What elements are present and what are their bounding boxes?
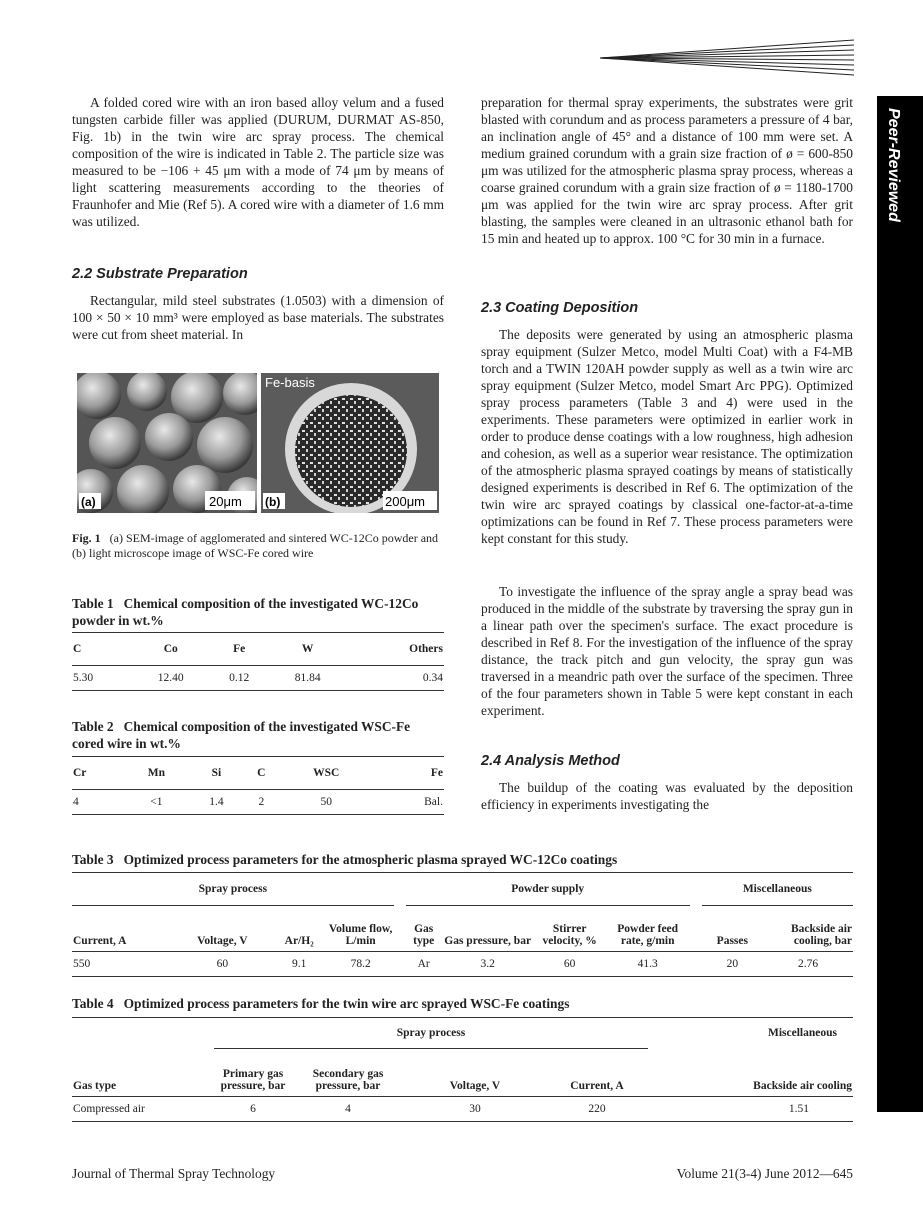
figure-1-caption: [72, 531, 444, 561]
table-cell: 3.2: [480, 958, 495, 970]
figure-1b-annotation: Fe-basis: [265, 375, 315, 390]
figure-1b-label: (b): [265, 495, 281, 509]
table-header: Primary gas pressure, bar: [220, 1067, 286, 1092]
table-header: Co: [163, 643, 178, 655]
table-1-caption-text: Chemical composition of the investigated WC-12Co powder in wt.%: [72, 596, 419, 628]
table-header: Si: [211, 767, 222, 779]
table-cell: 5.30: [73, 672, 94, 684]
table-header: C: [257, 767, 266, 779]
table-cell: 9.1: [291, 958, 307, 970]
table-cell: 60: [563, 958, 576, 970]
table-header: C: [73, 643, 82, 655]
table-header: Backside air cooling: [753, 1079, 852, 1092]
figure-1-caption-text: (a) SEM-image of agglomerated and sintered WC-12Co powder and (b) light microscope image of WSC-Fe cored wire: [72, 531, 439, 560]
table-header: W: [301, 643, 314, 655]
table-header: Gas pressure, bar: [444, 935, 532, 947]
table-3-caption-text: Optimized process parameters for the atmospheric plasma sprayed WC-12Co coatings: [123, 852, 618, 867]
table-group-header: Spray process: [72, 873, 394, 906]
table-4-caption-label: Table 4: [72, 996, 114, 1011]
section-2-4-heading: 2.4 Analysis Method: [481, 753, 620, 769]
table-header: Voltage, V: [197, 935, 248, 947]
section-2-2-heading: 2.2 Substrate Preparation: [72, 266, 248, 282]
table-cell: 1.4: [209, 796, 224, 808]
table-header: Voltage, V: [449, 1079, 501, 1092]
table-cell: 0.12: [229, 672, 250, 684]
table-cell: <1: [150, 796, 163, 808]
table-cell: Compressed air: [73, 1102, 145, 1115]
table-group-header: Miscellaneous: [702, 873, 853, 906]
table-header: Gas type: [413, 923, 435, 947]
figure-1-image-a: [77, 373, 257, 513]
table-row: [72, 666, 444, 691]
table-cell: 220: [588, 1102, 606, 1115]
table-cell: 20: [726, 958, 739, 970]
table-header: Passes: [716, 935, 748, 947]
table-cell: 0.34: [422, 672, 443, 684]
table-2-caption: [72, 718, 444, 752]
table-header: Others: [409, 643, 443, 655]
figure-1: [77, 373, 439, 513]
col2-paragraph-3: To investigate the influence of the spray angle a spray bead was produced in the middle of the substrate by traversing the spray gun in a linear path over the specimen's surface. The exact procedure is described in Ref 8. For the investigation of the influence of the spray distance, the track pitch and gun velocity, the spray gun was traversed in a meandric path over the surface of the specimen. Three of the four parameters shown in Table 5 were kept constant in each experiment.: [481, 584, 853, 718]
table-group-header: Miscellaneous: [768, 1027, 837, 1040]
table-2-caption-label: Table 2: [72, 719, 114, 734]
table-4: [72, 1017, 853, 1122]
table-1-caption-label: Table 1: [72, 596, 114, 611]
figure-1b-scale: 200μm: [385, 494, 426, 509]
table-group-header: Spray process: [214, 1018, 648, 1049]
figure-1a-label: (a): [81, 495, 96, 509]
sidebar-label: Peer-Reviewed: [885, 108, 902, 222]
table-row: [72, 952, 853, 977]
table-3: [72, 872, 853, 977]
table-cell: 1.51: [788, 1102, 809, 1115]
table-row: [72, 790, 444, 815]
table-cell: 78.2: [350, 958, 371, 970]
table-cell: 4: [73, 796, 79, 808]
col1-paragraph-2: Rectangular, mild steel substrates (1.0503) with a dimension of 100 × 50 × 10 mm³ were employed as base materials. The substrates were cut from sheet material. In: [72, 293, 444, 342]
table-group-header: Powder supply: [406, 873, 690, 906]
table-1: [72, 632, 444, 691]
table-cell: 6: [250, 1102, 256, 1115]
figure-1-image-b: [261, 373, 439, 513]
table-4-caption-text: Optimized process parameters for the twin wire arc sprayed WSC-Fe coatings: [123, 996, 570, 1011]
table-header: Powder feed rate, g/min: [617, 923, 679, 947]
col1-paragraph-1: A folded cored wire with an iron based alloy velum and a fused tungsten carbide filler was applied (DURUM, DURMAT AS-850, Fig. 1b) in the twin wire arc spray process. The chemical composition of the wire is indicated in Table 2. The particle size was measured to be −106 + 45 μm with a mode of 74 μm by means of light scattering measurements according to the theories of Fraunhofer and Mie (Ref 5). A cored wire with a diameter of 1.6 mm was utilized.: [72, 95, 444, 229]
section-2-3-heading: 2.3 Coating Deposition: [481, 300, 639, 316]
table-header: Fe: [430, 767, 443, 779]
table-header: Backside air cooling, bar: [790, 923, 852, 947]
figure-1a-scale: 20μm: [209, 494, 242, 509]
col2-paragraph-1: preparation for thermal spray experiments, the substrates were grit blasted with corundum and as process parameters a pressure of 4 bar, an inclination angle of 45° and a distance of 100 mm were set. A medium grained corundum with a grain size fraction of ø = 600-850 μm was utilized for the atmospheric plasma spray process, whereas a coarse grained corundum with a grain size fraction of ø = 1180-1700 μm was applied for the twin wire arc spray process. After grit blasting, the samples were cleaned in an ultrasonic ethanol bath for 15 min and heated up to approx. 100 °C for 30 min in a furnace.: [481, 95, 853, 246]
table-cell: 30: [469, 1102, 481, 1115]
table-cell: 2.76: [797, 958, 819, 970]
table-header: Fe: [233, 643, 246, 655]
table-cell: Ar: [417, 958, 430, 970]
col2-paragraph-2: The deposits were generated by using an atmospheric plasma spray equipment (Sulzer Metco, model Multi Coat) with a F4-MB torch and a TWIN 120AH powder supply as well as a twin wire arc spray equipment (Sulzer Metco, model Smart Arc PPG). Optimized spray process parameters (Table 3 and 4) were used in the experiments. These parameters were optimized in earlier work in order to produce dense coatings with a low roughness, high adhesion and cohesion, as well as a superior wear resistance. The optimization of the atmospheric plasma sprayed coatings by means of statistically designed experiments is described in Ref 6. The optimization of the twin wire arc sprayed coatings by classical one-factor-at-a-time optimizations can be found in Ref 7. These process parameters were kept constant for this study.: [481, 327, 853, 546]
table-cell: 41.3: [637, 958, 658, 970]
table-cell: 4: [345, 1102, 351, 1115]
table-header: Cr: [73, 767, 87, 779]
table-cell: 50: [320, 796, 332, 808]
table-header: Current, A: [73, 935, 127, 947]
footer-volume: Volume 21(3-4) June 2012—645: [676, 1166, 853, 1181]
table-header: Stirrer velocity, %: [542, 923, 597, 947]
table-header: Volume flow, L/min: [328, 923, 393, 947]
table-cell: 81.84: [294, 672, 321, 684]
table-cell: 60: [216, 958, 229, 970]
table-header: WSC: [313, 767, 340, 779]
table-header: Gas type: [73, 1079, 117, 1092]
header-ornament: [600, 36, 856, 80]
footer-journal: Journal of Thermal Spray Technology: [72, 1166, 276, 1181]
table-header: Current, A: [570, 1079, 624, 1092]
table-cell: 550: [73, 958, 91, 970]
col2-paragraph-4: The buildup of the coating was evaluated by the deposition efficiency in experiments investigating the: [481, 780, 853, 812]
table-row: [72, 1096, 853, 1121]
table-1-caption: [72, 595, 444, 629]
figure-1-caption-label: Fig. 1: [72, 531, 101, 545]
table-header: Ar/H₂: [284, 935, 314, 947]
table-cell: Bal.: [424, 796, 443, 808]
table-2: [72, 756, 444, 815]
table-3-caption: [72, 851, 872, 868]
table-2-caption-text: Chemical composition of the investigated WSC-Fe cored wire in wt.%: [72, 719, 411, 751]
table-cell: 12.40: [157, 672, 184, 684]
table-header: Secondary gas pressure, bar: [312, 1067, 384, 1092]
table-3-caption-label: Table 3: [72, 852, 114, 867]
peer-reviewed-sidebar: [877, 96, 923, 1112]
table-header: Mn: [147, 767, 165, 779]
table-cell: 2: [258, 796, 265, 808]
table-4-caption: [72, 995, 872, 1012]
